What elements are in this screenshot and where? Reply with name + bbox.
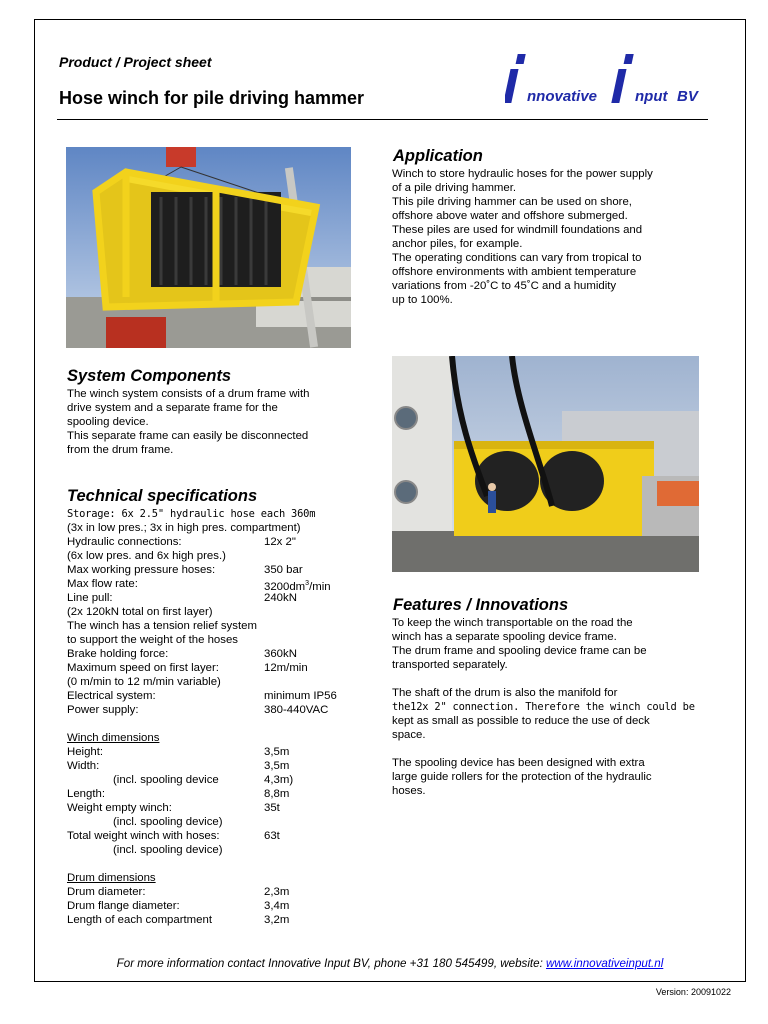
text-line: offshore environments with ambient temperature — [392, 266, 637, 278]
spec-label: Electrical system: — [67, 690, 156, 702]
spec-value: 35t — [264, 802, 280, 814]
company-logo — [505, 48, 705, 108]
technical-specs — [67, 507, 367, 927]
website-link[interactable]: www.innovativeinput.nl — [546, 957, 664, 970]
text-line: Winch to store hydraulic hoses for the power supply — [392, 168, 653, 180]
spec-label: Maximum speed on first layer: — [67, 662, 219, 674]
text-line: of a pile driving hammer. — [392, 182, 517, 194]
page-title: Hose winch for pile driving hammer — [59, 88, 365, 108]
spec-label: Max flow rate: — [67, 578, 138, 590]
spec-value: 12x 2" — [264, 536, 296, 548]
text-line: kept as small as possible to reduce the use of deck — [392, 715, 650, 727]
text-line: offshore above water and offshore submerged. — [392, 210, 628, 222]
spec-note: (incl. spooling device) — [113, 816, 223, 828]
text-line: The shaft of the drum is also the manifold for — [392, 687, 618, 699]
flow-superscript: 3 — [305, 580, 310, 587]
storage-note: (3x in low pres.; 3x in high pres. compartment) — [67, 522, 301, 534]
spec-text: The winch has a tension relief system — [67, 620, 257, 632]
spec-value: 360kN — [264, 648, 297, 660]
logo-text-input: nput — [635, 88, 668, 105]
text-line: The spooling device has been designed with extra — [392, 757, 645, 769]
text-line: spooling device. — [67, 416, 149, 428]
text-line: This separate frame can easily be disconnected — [67, 430, 309, 442]
spec-note: (2x 120kN total on first layer) — [67, 606, 213, 618]
application-text — [392, 167, 653, 307]
spec-label: Brake holding force: — [67, 648, 169, 660]
spec-label: Total weight winch with hoses: — [67, 830, 220, 842]
flow-number: 3200dm — [264, 580, 306, 593]
spec-label: Height: — [67, 746, 104, 758]
spec-label: Max working pressure hoses: — [67, 564, 216, 576]
system-components-heading: System Components — [67, 367, 232, 385]
spec-value: 3,5m — [264, 746, 290, 758]
text-line: the12x 2" connection. Therefore the winch could be — [392, 701, 695, 713]
spec-label: Hydraulic connections: — [67, 536, 182, 548]
text-line: from the drum frame. — [67, 444, 174, 456]
spec-value: minimum IP56 — [264, 690, 337, 702]
spec-note: (incl. spooling device) — [113, 844, 223, 856]
text-line: hoses. — [392, 785, 426, 797]
application-heading: Application — [393, 147, 483, 165]
sheet-label: Product / Project sheet — [59, 54, 212, 70]
spec-value: 350 bar — [264, 564, 303, 576]
text-line: anchor piles, for example. — [392, 238, 523, 250]
text-line: The drum frame and spooling device frame can be — [392, 645, 647, 657]
winch-lift-photo — [66, 147, 351, 348]
text-line: large guide rollers for the protection of the hydraulic — [392, 771, 652, 783]
spec-value: 12m/min — [264, 662, 308, 674]
version-label: Version: 20091022 — [655, 987, 731, 997]
spec-label: Power supply: — [67, 704, 139, 716]
spec-value: 8,8m — [264, 788, 290, 800]
spec-value: 380-440VAC — [264, 704, 329, 716]
spec-value: 3,4m — [264, 900, 290, 912]
spec-value: 2,3m — [264, 886, 290, 898]
spec-label: Length: — [67, 788, 106, 800]
text-line: To keep the winch transportable on the road the — [392, 617, 633, 629]
spec-label: Drum flange diameter: — [67, 900, 180, 912]
spec-note: (6x low pres. and 6x high pres.) — [67, 550, 226, 562]
text-line: drive system and a separate frame for the — [67, 402, 278, 414]
winch-quay-photo — [392, 356, 699, 572]
text-line: up to 100%. — [392, 294, 453, 306]
text-line: transported separately. — [392, 659, 508, 671]
technical-specs-heading: Technical specifications — [67, 487, 258, 505]
winch-dimensions-heading: Winch dimensions — [67, 732, 160, 744]
system-components-text — [67, 387, 309, 457]
text-line: The operating conditions can vary from tropical to — [392, 252, 642, 264]
flow-unit: /min — [309, 580, 331, 593]
text-line: The winch system consists of a drum frame with — [67, 388, 310, 400]
spec-note: (incl. spooling device — [113, 774, 219, 786]
footer-contact — [34, 957, 746, 970]
text-line: variations from -20˚C to 45˚C and a humidity — [392, 280, 617, 292]
logo-text-bv: BV — [677, 88, 698, 105]
spec-note: (0 m/min to 12 m/min variable) — [67, 676, 221, 688]
spec-value: 240kN — [264, 592, 297, 604]
spec-value: 3,2m — [264, 914, 290, 926]
spec-label: Drum diameter: — [67, 886, 146, 898]
spec-label: Width: — [67, 760, 100, 772]
spec-label: Length of each compartment — [67, 914, 213, 926]
spec-label: Line pull: — [67, 592, 113, 604]
text-line: This pile driving hammer can be used on shore, — [392, 196, 632, 208]
drum-dimensions-heading: Drum dimensions — [67, 872, 156, 884]
features-heading: Features / Innovations — [393, 596, 569, 614]
spec-label: Weight empty winch: — [67, 802, 172, 814]
storage-line: Storage: 6x 2.5" hydraulic hose each 360m — [67, 508, 316, 520]
spec-text: to support the weight of the hoses — [67, 634, 238, 646]
footer-text: For more information contact Innovative Input BV, phone +31 180 545499, website: — [116, 957, 547, 970]
spec-value: 4,3m) — [264, 774, 294, 786]
spec-value: 3,5m — [264, 760, 290, 772]
text-line: winch has a separate spooling device frame. — [392, 631, 617, 643]
spec-value: 63t — [264, 830, 280, 842]
features-text — [392, 616, 722, 798]
header-divider — [57, 119, 708, 120]
logo-text-innovative: nnovative — [527, 88, 598, 105]
text-line: These piles are used for windmill foundations and — [392, 224, 643, 236]
text-line: space. — [392, 729, 426, 741]
